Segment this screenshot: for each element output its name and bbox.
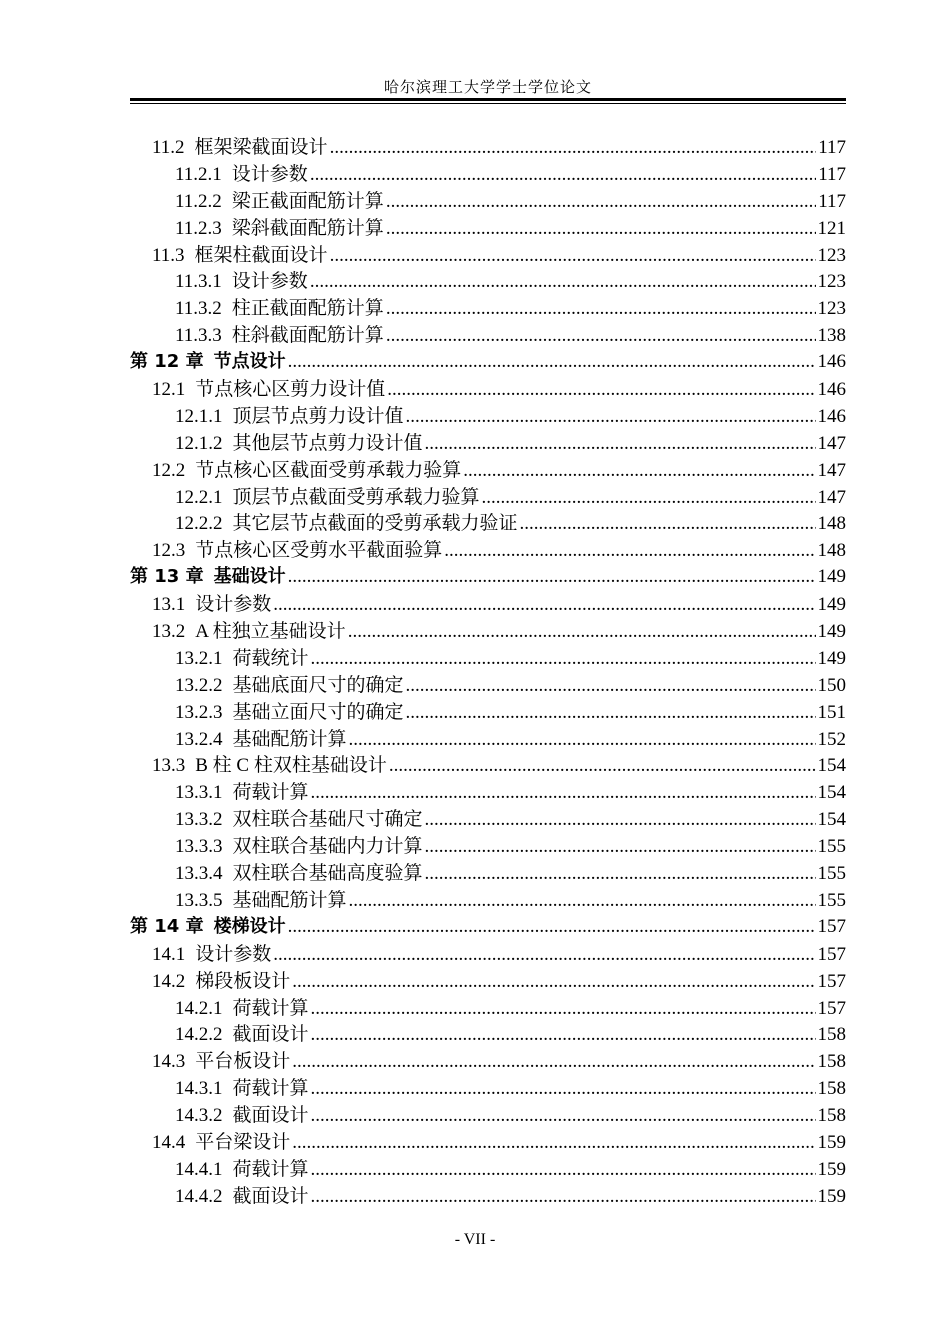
toc-entry-number: 14.4.1: [175, 1158, 223, 1180]
toc-entry-page: 149: [817, 566, 846, 588]
toc-dot-leader: [288, 566, 816, 588]
toc-dot-leader: [349, 890, 816, 912]
toc-entry[interactable]: [130, 1100, 846, 1127]
toc-entry-page: 149: [817, 647, 846, 669]
toc-dot-leader: [273, 944, 815, 966]
page-number: - VII -: [454, 1231, 496, 1248]
toc-entry[interactable]: [130, 804, 846, 831]
toc-dot-leader: [311, 1186, 816, 1208]
toc-entry-page: 138: [817, 325, 846, 347]
toc-entry[interactable]: [130, 589, 846, 616]
toc-dot-leader: [311, 998, 816, 1020]
toc-entry-title: 顶层节点截面受剪承载力验算: [232, 486, 480, 508]
toc-entry[interactable]: [130, 1154, 846, 1181]
toc-entry-page: 117: [818, 190, 846, 212]
toc-entry[interactable]: [130, 670, 846, 697]
toc-entry-title: 平台梁设计: [195, 1131, 291, 1153]
toc-entry-title: 楼梯设计: [213, 915, 286, 937]
toc-entry-page: 147: [817, 432, 846, 454]
toc-dot-leader: [386, 218, 816, 240]
toc-entry-number: 12.1.1: [175, 405, 223, 427]
toc-entry-page: 148: [817, 540, 846, 562]
toc-entry-title: 截面设计: [232, 1185, 309, 1207]
toc-dot-leader: [349, 729, 816, 751]
toc-dot-leader: [387, 379, 815, 401]
toc-entry-number: 13.3.1: [175, 782, 223, 804]
header-rule-thin: [130, 103, 846, 104]
toc-entry-title: 节点核心区剪力设计值: [195, 379, 386, 401]
toc-entry[interactable]: [130, 777, 846, 804]
table-of-contents: [130, 132, 846, 1208]
toc-entry[interactable]: [130, 750, 846, 777]
toc-dot-leader: [330, 137, 817, 159]
toc-dot-leader: [311, 1078, 816, 1100]
toc-entry-number: 13.2: [152, 621, 186, 643]
toc-dot-leader: [406, 406, 816, 428]
toc-entry-number: 第 13 章: [130, 566, 204, 588]
toc-entry[interactable]: [130, 455, 846, 482]
toc-entry-number: 13.1: [152, 594, 186, 616]
toc-dot-leader: [463, 460, 815, 482]
toc-dot-leader: [444, 540, 815, 562]
toc-dot-leader: [273, 594, 815, 616]
toc-entry-number: 第 12 章: [130, 351, 204, 373]
toc-entry[interactable]: [130, 724, 846, 751]
toc-entry-number: 14.2.1: [175, 997, 223, 1019]
toc-entry-page: 158: [817, 1051, 846, 1073]
toc-entry-title: 平台板设计: [195, 1051, 291, 1073]
toc-dot-leader: [425, 863, 816, 885]
toc-entry-number: 第 14 章: [130, 915, 204, 937]
toc-entry-title: 荷载计算: [232, 782, 309, 804]
toc-entry-number: 12.2.2: [175, 513, 223, 535]
toc-entry-number: 14.3.1: [175, 1078, 223, 1100]
toc-entry-page: 152: [817, 728, 846, 750]
toc-entry-page: 123: [817, 244, 846, 266]
toc-entry[interactable]: [130, 1073, 846, 1100]
toc-entry-page: 117: [818, 163, 846, 185]
toc-entry-number: 13.2.1: [175, 647, 223, 669]
toc-entry-page: 123: [817, 271, 846, 293]
toc-dot-leader: [310, 271, 816, 293]
toc-dot-leader: [425, 836, 816, 858]
toc-entry[interactable]: [130, 966, 846, 993]
toc-entry-page: 154: [817, 782, 846, 804]
toc-entry[interactable]: [130, 885, 846, 912]
toc-entry[interactable]: [130, 428, 846, 455]
toc-entry-title: 截面设计: [232, 1105, 309, 1127]
toc-entry[interactable]: [130, 643, 846, 670]
toc-dot-leader: [288, 916, 816, 938]
toc-entry-page: 117: [818, 137, 846, 158]
toc-dot-leader: [386, 191, 816, 213]
toc-entry-page: 159: [817, 1158, 846, 1180]
toc-entry[interactable]: [130, 401, 846, 428]
toc-entry-title: 节点核心区截面受剪承载力验算: [195, 459, 462, 481]
toc-entry-page: 158: [817, 1105, 846, 1127]
toc-entry-number: 11.3.3: [175, 325, 222, 347]
toc-entry-title: 其它层节点截面的受剪承载力验证: [232, 513, 518, 535]
toc-entry-number: 14.1: [152, 943, 186, 965]
toc-entry-number: 14.2: [152, 970, 186, 992]
toc-entry-number: 12.2: [152, 459, 186, 481]
toc-entry-number: 11.3: [152, 244, 185, 266]
toc-entry[interactable]: [130, 240, 846, 267]
toc-entry[interactable]: [130, 159, 846, 186]
toc-entry-number: 14.4.2: [175, 1185, 223, 1207]
toc-entry-page: 155: [817, 836, 846, 858]
toc-dot-leader: [311, 1024, 816, 1046]
toc-entry-title: 荷载统计: [232, 647, 309, 669]
toc-entry-number: 13.3.5: [175, 889, 223, 911]
toc-entry-page: 157: [817, 915, 846, 937]
toc-entry-number: 13.2.2: [175, 674, 223, 696]
toc-entry-title: 设计参数: [231, 271, 308, 293]
toc-dot-leader: [311, 1105, 816, 1127]
toc-entry-page: 147: [817, 459, 846, 481]
toc-entry-number: 11.2: [152, 137, 185, 158]
toc-entry-title: 荷载计算: [232, 997, 309, 1019]
toc-entry-number: 11.2.3: [175, 217, 222, 239]
toc-dot-leader: [311, 1159, 816, 1181]
toc-entry-page: 154: [817, 755, 846, 777]
toc-entry-page: 123: [817, 298, 846, 320]
toc-dot-leader: [348, 621, 816, 643]
toc-entry-title: 双柱联合基础内力计算: [232, 836, 423, 858]
toc-entry-title: 柱斜截面配筋计算: [231, 325, 384, 347]
toc-dot-leader: [311, 648, 816, 670]
toc-entry-page: 159: [817, 1131, 846, 1153]
toc-entry[interactable]: [130, 482, 846, 509]
toc-entry-title: 其他层节点剪力设计值: [232, 432, 423, 454]
toc-entry[interactable]: [130, 831, 846, 858]
toc-dot-leader: [288, 351, 816, 373]
toc-entry-title: 基础配筋计算: [232, 728, 347, 750]
toc-entry-title: 柱正截面配筋计算: [231, 298, 384, 320]
toc-entry[interactable]: [130, 293, 846, 320]
toc-entry-title: 节点设计: [213, 351, 286, 373]
toc-entry-title: 基础设计: [213, 566, 286, 588]
toc-entry-number: 13.3.3: [175, 836, 223, 858]
toc-entry-title: 双柱联合基础高度验算: [232, 863, 423, 885]
toc-dot-leader: [406, 702, 816, 724]
toc-entry-title: 设计参数: [195, 943, 272, 965]
toc-entry-title: 梁斜截面配筋计算: [231, 217, 384, 239]
toc-dot-leader: [386, 298, 816, 320]
toc-entry-page: 149: [817, 594, 846, 616]
toc-dot-leader: [425, 809, 816, 831]
toc-entry[interactable]: [130, 1046, 846, 1073]
toc-dot-leader: [406, 675, 816, 697]
toc-entry-number: 13.3.2: [175, 809, 223, 831]
toc-entry-number: 14.2.2: [175, 1024, 223, 1046]
toc-entry-page: 146: [817, 379, 846, 401]
toc-chapter-entry[interactable]: [130, 347, 846, 374]
toc-entry-page: 157: [817, 970, 846, 992]
toc-entry-title: 框架梁截面设计: [194, 137, 328, 158]
toc-entry-number: 14.4: [152, 1131, 186, 1153]
toc-entry-page: 151: [817, 701, 846, 723]
toc-entry-page: 146: [817, 405, 846, 427]
toc-entry-title: B 柱 C 柱双柱基础设计: [195, 755, 387, 777]
header-rule-thick: [130, 98, 846, 101]
toc-entry-title: 荷载计算: [232, 1078, 309, 1100]
toc-entry-title: 设计参数: [231, 163, 308, 185]
toc-entry-title: 顶层节点剪力设计值: [232, 405, 404, 427]
toc-entry-title: 基础底面尺寸的确定: [232, 674, 404, 696]
toc-entry-page: 155: [817, 889, 846, 911]
toc-entry[interactable]: [130, 266, 846, 293]
toc-entry-page: 157: [817, 997, 846, 1019]
toc-entry-page: 148: [817, 513, 846, 535]
toc-entry[interactable]: [130, 535, 846, 562]
toc-entry-page: 146: [817, 351, 846, 373]
toc-entry-number: 14.3.2: [175, 1105, 223, 1127]
toc-dot-leader: [292, 971, 815, 993]
toc-dot-leader: [310, 164, 816, 186]
toc-entry-number: 14.3: [152, 1051, 186, 1073]
toc-entry-page: 154: [817, 809, 846, 831]
toc-entry-title: 梁正截面配筋计算: [231, 190, 384, 212]
toc-entry-title: A 柱独立基础设计: [195, 621, 346, 643]
toc-entry-page: 155: [817, 863, 846, 885]
toc-entry-title: 基础配筋计算: [232, 889, 347, 911]
toc-entry-number: 11.2.1: [175, 163, 222, 185]
toc-entry-number: 11.3.2: [175, 298, 222, 320]
toc-entry[interactable]: [130, 616, 846, 643]
toc-entry-page: 158: [817, 1024, 846, 1046]
toc-entry-number: 11.2.2: [175, 190, 222, 212]
toc-dot-leader: [330, 245, 816, 267]
toc-entry-title: 节点核心区受剪水平截面验算: [195, 540, 443, 562]
toc-chapter-entry[interactable]: [130, 562, 846, 589]
toc-entry[interactable]: [130, 508, 846, 535]
toc-entry-number: 11.3.1: [175, 271, 222, 293]
toc-entry-title: 截面设计: [232, 1024, 309, 1046]
toc-entry-page: 150: [817, 674, 846, 696]
toc-entry-title: 设计参数: [195, 594, 272, 616]
toc-dot-leader: [386, 325, 816, 347]
toc-entry[interactable]: [130, 697, 846, 724]
toc-entry-number: 12.1: [152, 379, 186, 401]
toc-entry-title: 梯段板设计: [195, 970, 291, 992]
toc-dot-leader: [520, 513, 816, 535]
toc-entry[interactable]: [130, 320, 846, 347]
toc-entry-number: 12.2.1: [175, 486, 223, 508]
toc-entry-page: 158: [817, 1078, 846, 1100]
toc-entry-page: 121: [817, 217, 846, 239]
toc-entry-page: 157: [817, 943, 846, 965]
toc-dot-leader: [311, 782, 816, 804]
toc-entry[interactable]: [130, 1019, 846, 1046]
toc-entry[interactable]: [130, 186, 846, 213]
toc-dot-leader: [482, 487, 816, 509]
toc-dot-leader: [292, 1132, 815, 1154]
toc-entry-number: 13.3: [152, 755, 186, 777]
toc-entry[interactable]: [130, 858, 846, 885]
toc-dot-leader: [292, 1051, 815, 1073]
toc-chapter-entry[interactable]: [130, 912, 846, 939]
toc-entry-title: 基础立面尺寸的确定: [232, 701, 404, 723]
toc-entry-number: 12.3: [152, 540, 186, 562]
toc-entry[interactable]: [130, 1127, 846, 1154]
toc-entry-page: 159: [817, 1185, 846, 1207]
toc-entry-number: 12.1.2: [175, 432, 223, 454]
toc-dot-leader: [389, 755, 816, 777]
toc-dot-leader: [425, 433, 816, 455]
toc-entry-number: 13.3.4: [175, 863, 223, 885]
toc-entry[interactable]: [130, 213, 846, 240]
toc-entry-page: 149: [817, 621, 846, 643]
toc-entry-number: 13.2.3: [175, 701, 223, 723]
page-header-title: 哈尔滨理工大学学士学位论文: [383, 80, 592, 96]
toc-entry[interactable]: [130, 1181, 846, 1208]
toc-entry-title: 双柱联合基础尺寸确定: [232, 809, 423, 831]
toc-entry-number: 13.2.4: [175, 728, 223, 750]
toc-entry-page: 147: [817, 486, 846, 508]
toc-entry[interactable]: [130, 939, 846, 966]
toc-entry[interactable]: [130, 132, 846, 159]
toc-entry-title: 荷载计算: [232, 1158, 309, 1180]
toc-entry[interactable]: [130, 374, 846, 401]
toc-entry-title: 框架柱截面设计: [194, 244, 328, 266]
toc-entry[interactable]: [130, 993, 846, 1020]
